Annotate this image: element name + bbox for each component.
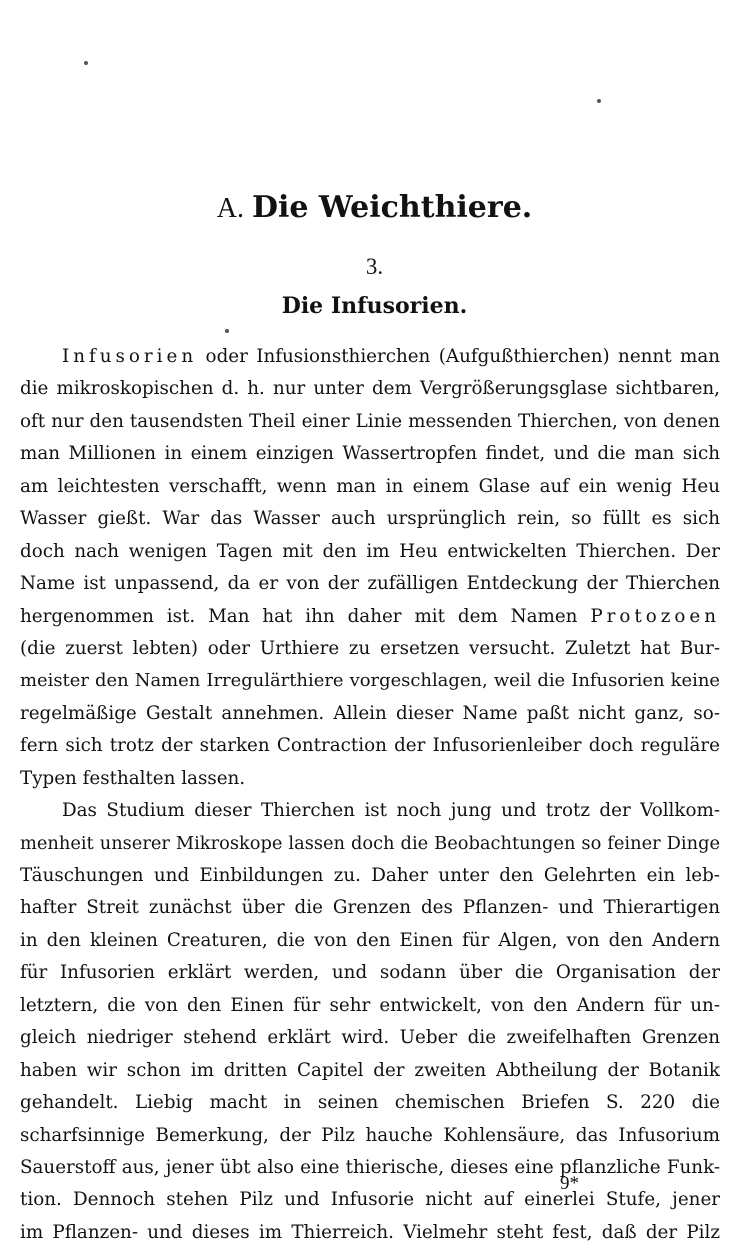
text-line: (die zuerst lebten) oder Urthiere zu ersetzen versucht. Zuletzt hat Bur- bbox=[20, 637, 720, 659]
text-line: menheit unserer Mikroskope lassen doch die Beobachtungen so feiner Dinge bbox=[20, 832, 720, 854]
text-line: die mikroskopischen d. h. nur unter dem Vergrößerungsglase sichtbaren, bbox=[20, 378, 720, 400]
text-line: am leichtesten verschafft, wenn man in einem Glase auf ein wenig Heu bbox=[20, 475, 720, 497]
chapter-letter: A. bbox=[216, 193, 244, 224]
text-line: in den kleinen Creaturen, die von den Einen für Algen, von den Andern bbox=[20, 929, 720, 951]
text-line: doch nach wenigen Tagen mit den im Heu entwickelten Thierchen. Der bbox=[20, 540, 720, 562]
text-line: letztern, die von den Einen für sehr entwickelt, von den Andern für un- bbox=[20, 994, 720, 1016]
text-line: hafter Streit zunächst über die Grenzen des Pflanzen- und Thierartigen bbox=[20, 897, 720, 919]
text-line: fern sich trotz der starken Contraction der Infusorienleiber doch reguläre bbox=[20, 735, 720, 757]
text-line: tion. Dennoch stehen Pilz und Infusorie nicht auf einerlei Stufe, jener bbox=[20, 1189, 720, 1211]
ink-speck bbox=[84, 61, 88, 65]
text-line: für Infusorien erklärt werden, und sodann über die Organisation der bbox=[20, 962, 720, 984]
body-text bbox=[20, 341, 720, 1249]
text-line: Name ist unpassend, da er von der zufälligen Entdeckung der Thierchen bbox=[20, 573, 720, 595]
text-line: gehandelt. Liebig macht in seinen chemischen Briefen S. 220 die bbox=[20, 1092, 720, 1114]
term-protozoen: Protozoen bbox=[590, 605, 720, 627]
text-line: gleich niedriger stehend erklärt wird. Ueber die zweifelhaften Grenzen bbox=[20, 1027, 720, 1049]
chapter-title: Die Weichthiere. bbox=[251, 190, 533, 225]
text-line: man Millionen in einem einzigen Wassertropfen findet, und die man sich bbox=[20, 443, 720, 465]
text-line: Sauerstoff aus, jener übt also eine thierische, dieses eine pflanzliche Funk- bbox=[20, 1156, 720, 1178]
text-line: Typen festhalten lassen. bbox=[20, 767, 246, 789]
text-line: Infusorien oder Infusionsthierchen (Aufgußthierchen) nennt man bbox=[62, 346, 720, 367]
text-line: hergenommen ist. Man hat ihn daher mit dem Namen Protozoen bbox=[20, 605, 720, 627]
text-line: meister den Namen Irregulärthiere vorgeschlagen, weil die Infusorien keine bbox=[20, 670, 720, 692]
term-infusorien: Infusorien bbox=[62, 346, 198, 367]
text-line: oft nur den tausendsten Theil einer Linie messenden Thierchen, von denen bbox=[20, 410, 720, 432]
text-line: haben wir schon im dritten Capitel der zweiten Abtheilung der Botanik bbox=[20, 1059, 720, 1081]
page-number: 9* bbox=[560, 1173, 579, 1194]
ink-speck bbox=[597, 99, 601, 103]
section-number: 3. bbox=[365, 254, 384, 279]
text-line: im Pflanzen- und dieses im Thierreich. Vielmehr steht fest, daß der Pilz bbox=[20, 1221, 720, 1243]
text-line: scharfsinnige Bemerkung, der Pilz hauche Kohlensäure, das Infusorium bbox=[20, 1124, 720, 1146]
text-line: Das Studium dieser Thierchen ist noch jung und trotz der Vollkom- bbox=[62, 800, 720, 822]
section-title: Die Infusorien. bbox=[281, 293, 468, 319]
text-line: Wasser gießt. War das Wasser auch ursprünglich rein, so füllt es sich bbox=[20, 508, 720, 530]
chapter-heading bbox=[0, 186, 749, 231]
text-line: Täuschungen und Einbildungen zu. Daher unter den Gelehrten ein leb- bbox=[20, 865, 720, 886]
ink-speck bbox=[225, 329, 229, 333]
text-line: regelmäßige Gestalt annehmen. Allein dieser Name paßt nicht ganz, so- bbox=[20, 702, 720, 724]
